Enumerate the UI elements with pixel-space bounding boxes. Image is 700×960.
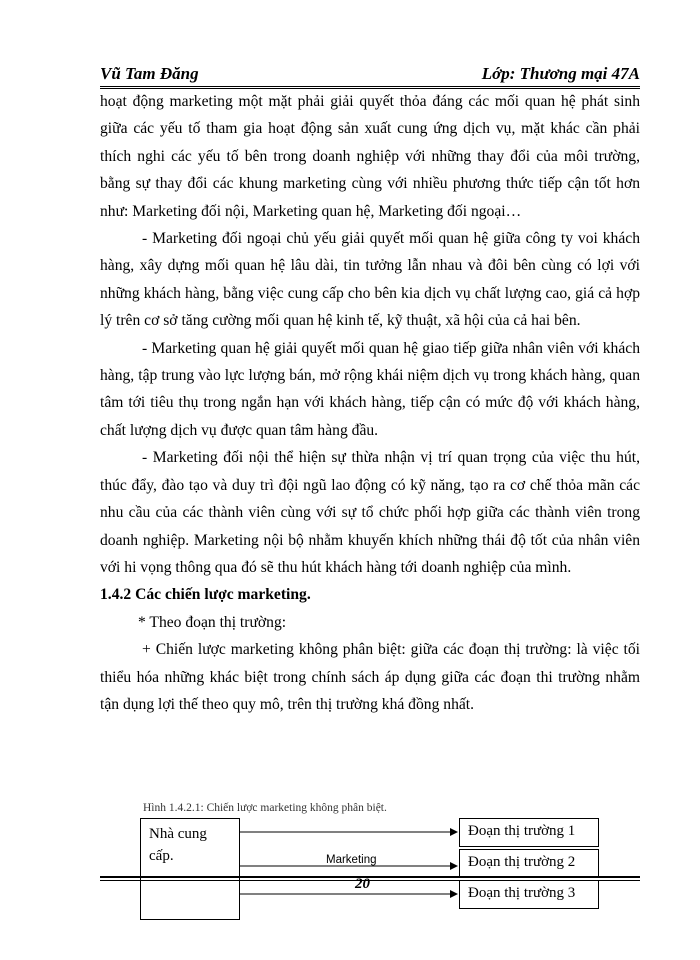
class-name: Lớp: Thương mại 47A [481,64,640,83]
marketing-arrow-label: Marketing [326,854,377,866]
author-name: Vũ Tam Đăng [100,64,199,83]
segment-box-3 [459,880,599,909]
segment-box-2 [459,849,599,878]
supplier-box [140,818,240,920]
supplier-label: Nhà cung cấp. [149,826,207,864]
page-number: 20 [355,876,370,892]
paragraph-internal-marketing: - Marketing đối nội thể hiện sự thừa nhận vị trí quan trọng của việc thu hút, thúc đẩy, đào tạo và duy trì đội ngũ lao động có kỹ năng, tạo ra cơ chế thỏa mãn các nhu cầu của các thành viên cùng với sự tổ chức phối hợp giữa các thành viên trong doanh nghiệp. Marketing nội bộ nhằm khuyến khích những thái độ tốt của nhân viên với hi vọng thông qua đó sẽ thu hút khách hàng tới doanh nghiệp của mình. [100,449,640,576]
paragraph-relationship-marketing: - Marketing quan hệ giải quyết mối quan hệ giao tiếp giữa nhân viên với khách hàng, tập trung vào lực lượng bán, mở rộng khái niệm dịch vụ trong khách hàng, quan tâm tới tiêu thụ trong ngắn hạn với khách hàng, tiếp cận có mức độ với khách hàng, chất lượng dịch vụ được quan tâm hàng đầu. [100,339,640,439]
paragraph-external-marketing: - Marketing đối ngoại chủ yếu giải quyết mối quan hệ giữa công ty voi khách hàng, xây dựng mối quan hệ lâu dài, tin tưởng lẫn nhau và đôi bên cùng có lợi với những khách hàng, bằng việc cung cấp cho bên kia dịch vụ chất lượng cao, giá cả hợp lý trên cơ sở tăng cường mối quan hệ kinh tế, kỹ thuật, xã hội của cả hai bên. [100,230,640,330]
segment-label-3: Đoạn thị trường 3 [468,885,576,901]
segment-label-2: Đoạn thị trường 2 [468,854,576,870]
paragraph-undifferentiated-strategy: + Chiến lược marketing không phân biệt: giữa các đoạn thị trường: là việc tối thiểu hóa những khác biệt trong chính sách áp dụng giữa các đoạn thi trường nhằm tận dụng lợi thế theo quy mô, trên thị trường khá đồng nhất. [100,641,640,713]
footer-rule-thin [100,880,640,881]
segment-label-1: Đoạn thị trường 1 [468,823,576,839]
sub-heading: * Theo đoạn thị trường: [138,613,287,631]
segment-box-1 [459,818,599,847]
section-heading: 1.4.2 Các chiến lược marketing. [100,586,311,604]
footer-rule [100,876,640,878]
paragraph-intro: hoạt động marketing một mặt phải giải quyết thỏa đáng các mối quan hệ phát sinh giữa các yếu tố tham gia hoạt động sản xuất cung ứng dịch vụ, mặt khác cần phải thích nghi các yếu tố bên trong doanh nghiệp với những thay đổi của môi trường, bằng sự thay đổi các khung marketing cùng với nhiều phương thức tiếp cận tốt hơn như: Marketing đối nội, Marketing quan hệ, Marketing đối ngoại… [100,93,640,220]
figure-caption: Hình 1.4.2.1: Chiến lược marketing không phân biệt. [143,802,387,814]
